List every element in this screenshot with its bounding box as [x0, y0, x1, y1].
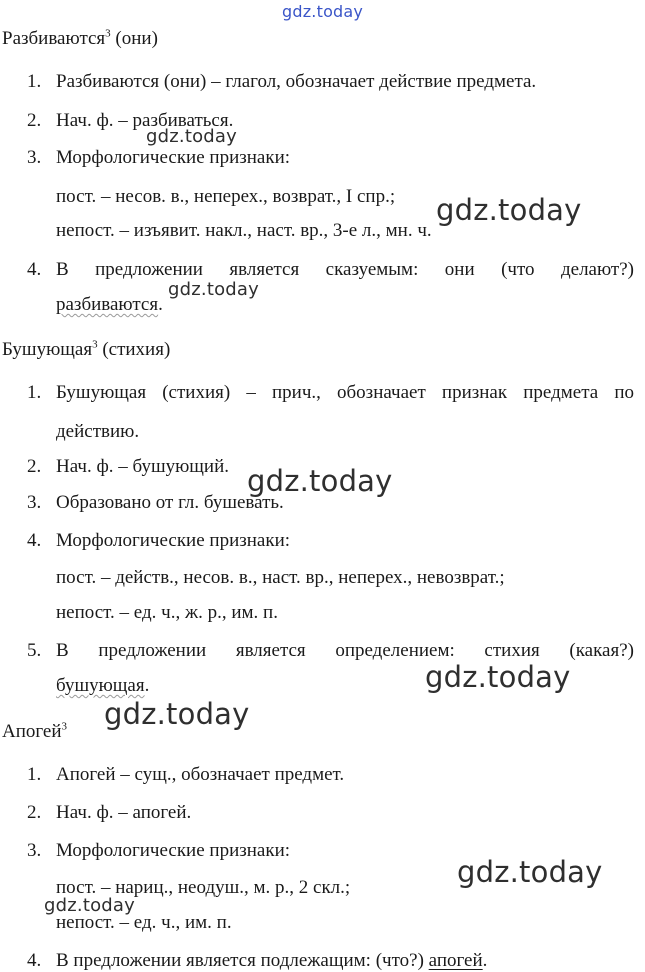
item-text: Морфологические признаки:: [56, 147, 291, 168]
watermark: gdz.today: [44, 895, 136, 916]
item-number: 1.: [27, 764, 42, 785]
section-heading: [2, 339, 170, 361]
watermark: gdz.today: [247, 464, 393, 498]
underlined-word: бушующая: [56, 675, 145, 696]
heading-context: (стихия): [102, 339, 171, 360]
item-text: В предложении является определением: стихия (какая?): [56, 640, 634, 661]
item-subtext: пост. – несов. в., неперех., возврат., I спр.;: [56, 186, 396, 207]
punct: .: [158, 294, 163, 315]
item-text: Морфологические признаки:: [56, 840, 291, 861]
item-number: 2.: [27, 456, 42, 477]
item-number: 5.: [27, 640, 42, 661]
item-text: Морфологические признаки:: [56, 530, 291, 551]
item-text: Образовано от гл. бушевать.: [56, 492, 284, 513]
item-number: 3.: [27, 840, 42, 861]
heading-sup: 3: [61, 720, 68, 733]
item-text: Нач. ф. – разбиваться.: [56, 110, 234, 131]
item-text-main: В предложении является подлежащим: (что?): [56, 950, 424, 971]
watermark: gdz.today: [457, 855, 603, 889]
heading-word: Апогей: [2, 721, 62, 742]
item-number: 2.: [27, 802, 42, 823]
item-number: 3.: [27, 492, 42, 513]
item-subtext: пост. – действ., несов. в., наст. вр., неперех., невозврат.;: [56, 567, 505, 588]
watermark: gdz.today: [104, 697, 250, 731]
item-number: 1.: [27, 71, 42, 92]
item-text: [56, 950, 487, 972]
section-heading: [2, 721, 67, 743]
item-text-continuation: [56, 294, 163, 316]
item-number: 4.: [27, 950, 42, 971]
watermark: gdz.today: [146, 126, 238, 147]
item-number: 2.: [27, 110, 42, 131]
item-text: В предложении является сказуемым: они (что делают?): [56, 259, 634, 280]
heading-word: Бушующая: [2, 339, 93, 360]
item-text-continuation: [56, 675, 149, 697]
item-subtext: непост. – ед. ч., им. п.: [56, 912, 232, 933]
item-text: Бушующая (стихия) – прич., обозначает признак предмета по: [56, 382, 634, 403]
watermark: gdz.today: [436, 193, 582, 227]
watermark: gdz.today: [168, 279, 260, 300]
item-text: Разбиваются (они) – глагол, обозначает действие предмета.: [56, 71, 537, 92]
heading-sup: 3: [105, 27, 111, 40]
item-text-continuation: действию.: [56, 421, 140, 442]
item-subtext: пост. – нариц., неодуш., м. р., 2 скл.;: [56, 877, 351, 898]
heading-sup: 3: [92, 338, 98, 351]
underlined-word: апогей: [428, 950, 483, 971]
watermark: gdz.today: [425, 660, 571, 694]
heading-context: (они): [115, 28, 158, 49]
underlined-word: разбиваются: [56, 294, 159, 315]
item-subtext: непост. – изъявит. накл., наст. вр., 3-е л., мн. ч.: [56, 220, 432, 241]
item-number: 1.: [27, 382, 42, 403]
watermark-logo: gdz.today: [282, 2, 364, 21]
item-text: Нач. ф. – апогей.: [56, 802, 192, 823]
item-subtext: непост. – ед. ч., ж. р., им. п.: [56, 602, 278, 623]
item-number: 4.: [27, 259, 42, 280]
heading-word: Разбиваются: [2, 28, 106, 49]
item-number: 4.: [27, 530, 42, 551]
section-heading: [2, 28, 158, 50]
item-text: Апогей – сущ., обозначает предмет.: [56, 764, 345, 785]
item-number: 3.: [27, 147, 42, 168]
punct: .: [144, 675, 150, 696]
punct: .: [482, 950, 488, 971]
item-text: Нач. ф. – бушующий.: [56, 456, 229, 477]
